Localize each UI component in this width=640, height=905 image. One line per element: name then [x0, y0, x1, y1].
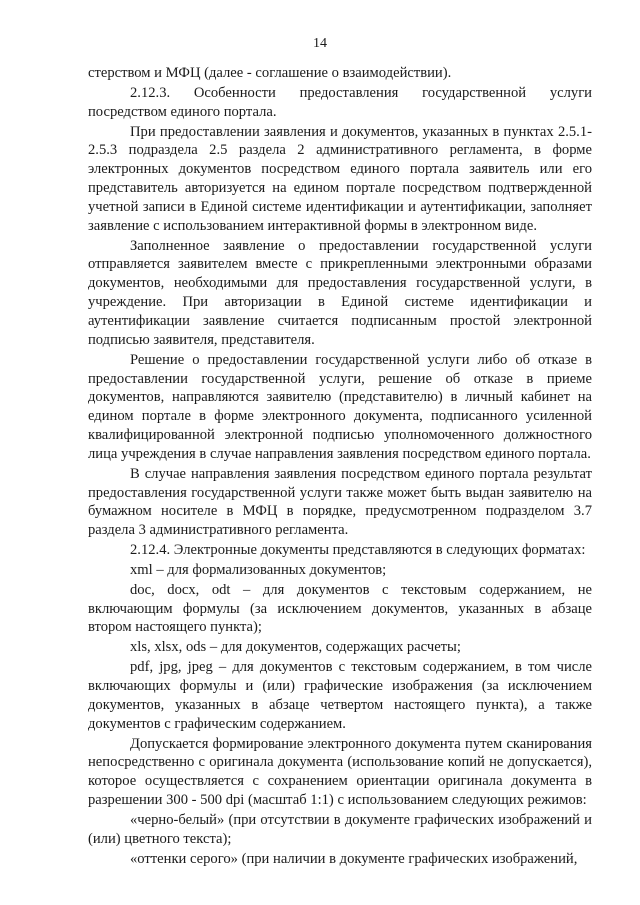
paragraph-6: В случае направления заявления посредством единого портала результат предоставления государственной услуги также может быть выдан заявителю на бумажном носителе в МФЦ в порядке, предусмотренном подразделом 3.7 раздела 3 административного регламента. [88, 465, 592, 539]
paragraph-1: стерством и МФЦ (далее - соглашение о взаимодействии). [88, 65, 452, 81]
paragraph-11: pdf, jpg, jpeg – для документов с текстовым содержанием, в том числе включающих формулы и (или) графические изображения (за исключением документов, указанных в абзаце четвертом настоящего пункта), а также документов с графическим содержанием. [88, 659, 592, 732]
paragraph-9: doc, docx, odt – для документов с текстовым содержанием, не включающим формулы (за исключением документов, указанных в абзаце втором настоящего пункта); [88, 581, 592, 636]
paragraph-3: При предоставлении заявления и документов, указанных в пунктах 2.5.1-2.5.3 подраздела 2.5 раздела 2 административного регламента, в форме электронных документов посредством единого портала заявитель или его представитель авторизуется на едином портале посредством подтвержденной учетной записи в Единой системе идентификации и аутентификации, заполняет заявление с использованием интерактивной формы в электронном виде. [88, 123, 592, 234]
paragraph-7: 2.12.4. Электронные документы представляются в следующих форматах: [130, 542, 586, 559]
document-body [88, 64, 592, 869]
paragraph-12: Допускается формирование электронного документа путем сканирования непосредственно с оригинала документа (использование копий не допускается), которое осуществляется с сохранением ориентации оригинала документа в разрешении 300 - 500 dpi (масштаб 1:1) с использованием следующих режимов: [88, 735, 592, 809]
paragraph-8: xml – для формализованных документов; [130, 561, 387, 578]
paragraph-4: Заполненное заявление о предоставлении государственной услуги отправляется заявителем вместе с прикрепленными электронными образами документов, необходимыми для предоставления государственной услуги, в учреждение. При авторизации в Единой системе идентификации и аутентификации заявление считается подписанным простой электронной подписью заявителя, представителя. [88, 237, 592, 348]
page-number: 14 [313, 36, 327, 51]
paragraph-5: Решение о предоставлении государственной услуги либо об отказе в предоставлении государственной услуги, решение об отказе в приеме документов, направляются заявителю (представителю) в личный кабинет на едином портале в форме электронного документа, подписанного усиленной квалифицированной электронной подписью уполномоченного должностного лица учреждения в случае направления заявления посредством единого портала. [88, 351, 592, 462]
paragraph-10: xls, xlsx, ods – для документов, содержащих расчеты; [130, 639, 461, 656]
paragraph-2: 2.12.3. Особенности предоставления государственной услуги посредством единого портала. [88, 84, 592, 120]
paragraph-14: «оттенки серого» (при наличии в документе графических изображений, [130, 850, 578, 867]
paragraph-13: «черно-белый» (при отсутствии в документе графических изображений и (или) цветного текста); [88, 811, 592, 847]
